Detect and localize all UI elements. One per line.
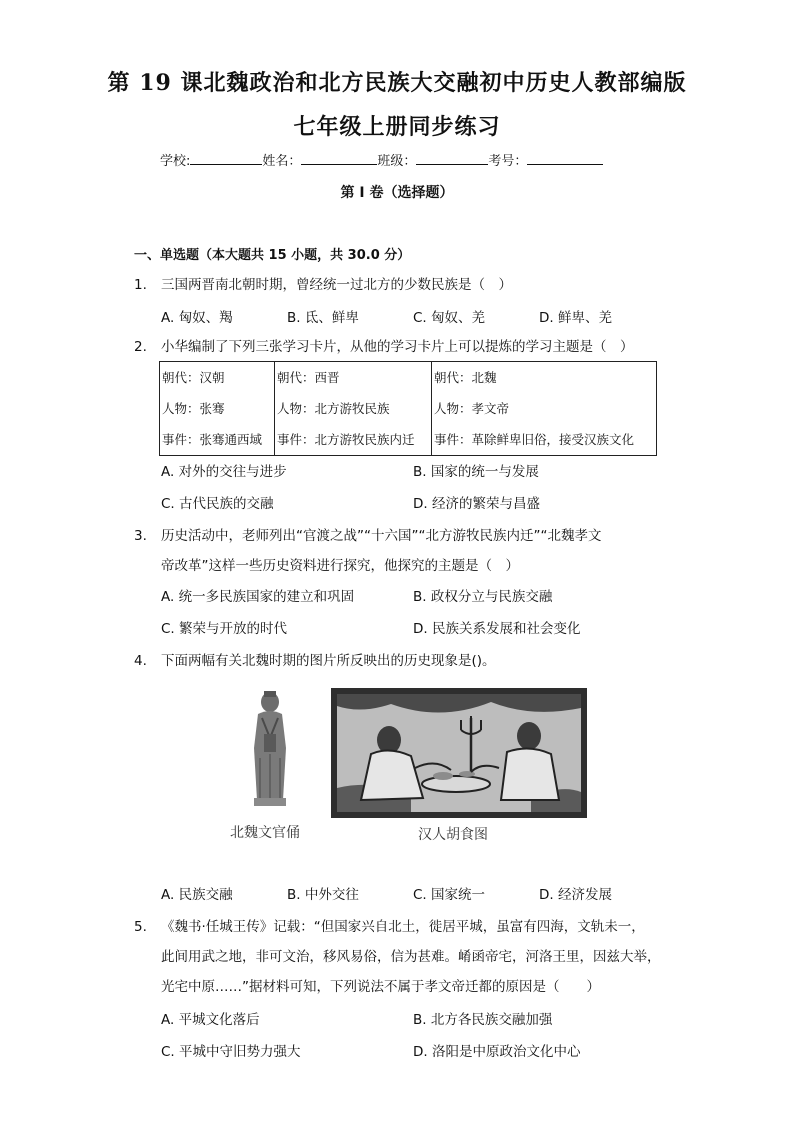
option-c[interactable]: C. 平城中守旧势力强大	[161, 1044, 301, 1060]
card-person: 人物：北方游牧民族	[277, 401, 390, 416]
option-c[interactable]: C. 匈奴、羌	[413, 310, 486, 326]
study-card-northern-wei	[432, 362, 657, 456]
option-c[interactable]: C. 国家统一	[413, 887, 486, 903]
option-b[interactable]: B. 中外交往	[287, 887, 359, 903]
option-b[interactable]: B. 国家的统一与发展	[413, 464, 539, 480]
card-person: 人物：孝文帝	[434, 401, 510, 416]
option-b[interactable]: B. 氐、鲜卑	[287, 310, 359, 326]
class-label: 班级：	[377, 154, 417, 169]
number-blank[interactable]	[527, 152, 603, 165]
option-a[interactable]: A. 民族交融	[161, 887, 233, 903]
card-event: 事件：革除鲜卑旧俗，接受汉族文化	[434, 432, 635, 447]
section-heading: 一、单选题（本大题共 15 小题，共 30.0 分）	[134, 248, 411, 263]
page-title: 第 19 课北魏政治和北方民族大交融初中历史人教部编版	[107, 70, 687, 96]
question-stem: 三国两晋南北朝时期，曾经统一过北方的少数民族是（ ）	[161, 277, 512, 293]
question-stem: 小华编制了下列三张学习卡片，从他的学习卡片上可以提炼的学习主题是（ ）	[161, 339, 634, 355]
option-b[interactable]: B. 政权分立与民族交融	[413, 589, 553, 605]
question-number: 4.	[134, 653, 147, 669]
study-cards-table	[159, 361, 657, 456]
option-a[interactable]: A. 平城文化落后	[161, 1012, 260, 1028]
card-dynasty: 朝代：汉朝	[162, 370, 225, 385]
question-number: 1.	[134, 277, 147, 293]
question-number: 5.	[134, 919, 147, 935]
question-stem-line-3: 光宅中原……”据材料可知，下列说法不属于孝文帝迁都的原因是（ ）	[161, 979, 600, 995]
option-d[interactable]: D. 经济的繁荣与昌盛	[413, 496, 540, 512]
name-label: 姓名：	[262, 154, 302, 169]
figurine-caption: 北魏文官俑	[230, 825, 300, 841]
option-d[interactable]: D. 民族关系发展和社会变化	[413, 621, 581, 637]
question-number: 2.	[134, 339, 147, 355]
question-stem-line-2: 帝改革”这样一些历史资料进行探究，他探究的主题是（ ）	[161, 558, 519, 574]
question-stem-line-1: 《魏书·任城王传》记载：“但国家兴自北土，徙居平城，虽富有四海，文轨未一，	[161, 919, 645, 935]
card-event: 事件：北方游牧民族内迁	[277, 432, 415, 447]
card-dynasty: 朝代：西晋	[277, 370, 340, 385]
number-label: 考号：	[488, 154, 528, 169]
option-a[interactable]: A. 统一多民族国家的建立和巩固	[161, 589, 355, 605]
page-subtitle: 七年级上册同步练习	[293, 114, 501, 140]
volume-heading: 第 I 卷（选择题）	[340, 185, 454, 201]
option-a[interactable]: A. 匈奴、羯	[161, 310, 233, 326]
option-a[interactable]: A. 对外的交往与进步	[161, 464, 287, 480]
class-blank[interactable]	[416, 152, 488, 165]
school-blank[interactable]	[190, 152, 262, 165]
option-c[interactable]: C. 繁荣与开放的时代	[161, 621, 288, 637]
option-d[interactable]: D. 鲜卑、羌	[539, 310, 612, 326]
school-label: 学校:	[160, 154, 191, 169]
question-stem-line-2: 此间用武之地，非可文治，移风易俗，信为甚难。崤函帝宅，河洛王里，因兹大举，	[161, 949, 661, 965]
student-info-line	[160, 150, 640, 169]
card-person: 人物：张骞	[162, 401, 225, 416]
study-card-western-jin	[275, 362, 432, 456]
hu-food-caption: 汉人胡食图	[418, 827, 488, 843]
question-4	[134, 646, 674, 676]
question-3	[134, 521, 674, 581]
study-card-han	[160, 362, 275, 456]
question-number: 3.	[134, 528, 147, 544]
card-dynasty: 朝代：北魏	[434, 370, 497, 385]
question-stem: 下面两幅有关北魏时期的图片所反映出的历史现象是()。	[161, 653, 496, 669]
question-5	[134, 912, 674, 1002]
question-stem-line-1: 历史活动中，老师列出“官渡之战”“十六国”“北方游牧民族内迁”“北魏孝文	[161, 528, 602, 544]
option-d[interactable]: D. 经济发展	[539, 887, 612, 903]
northern-wei-official-figurine-image	[240, 688, 300, 810]
option-d[interactable]: D. 洛阳是中原政治文化中心	[413, 1044, 581, 1060]
han-people-eating-hu-food-image	[331, 688, 587, 818]
option-c[interactable]: C. 古代民族的交融	[161, 496, 274, 512]
question-1	[134, 270, 674, 300]
option-b[interactable]: B. 北方各民族交融加强	[413, 1012, 553, 1028]
name-blank[interactable]	[301, 152, 377, 165]
card-event: 事件：张骞通西域	[162, 432, 263, 447]
question-2	[134, 332, 674, 362]
